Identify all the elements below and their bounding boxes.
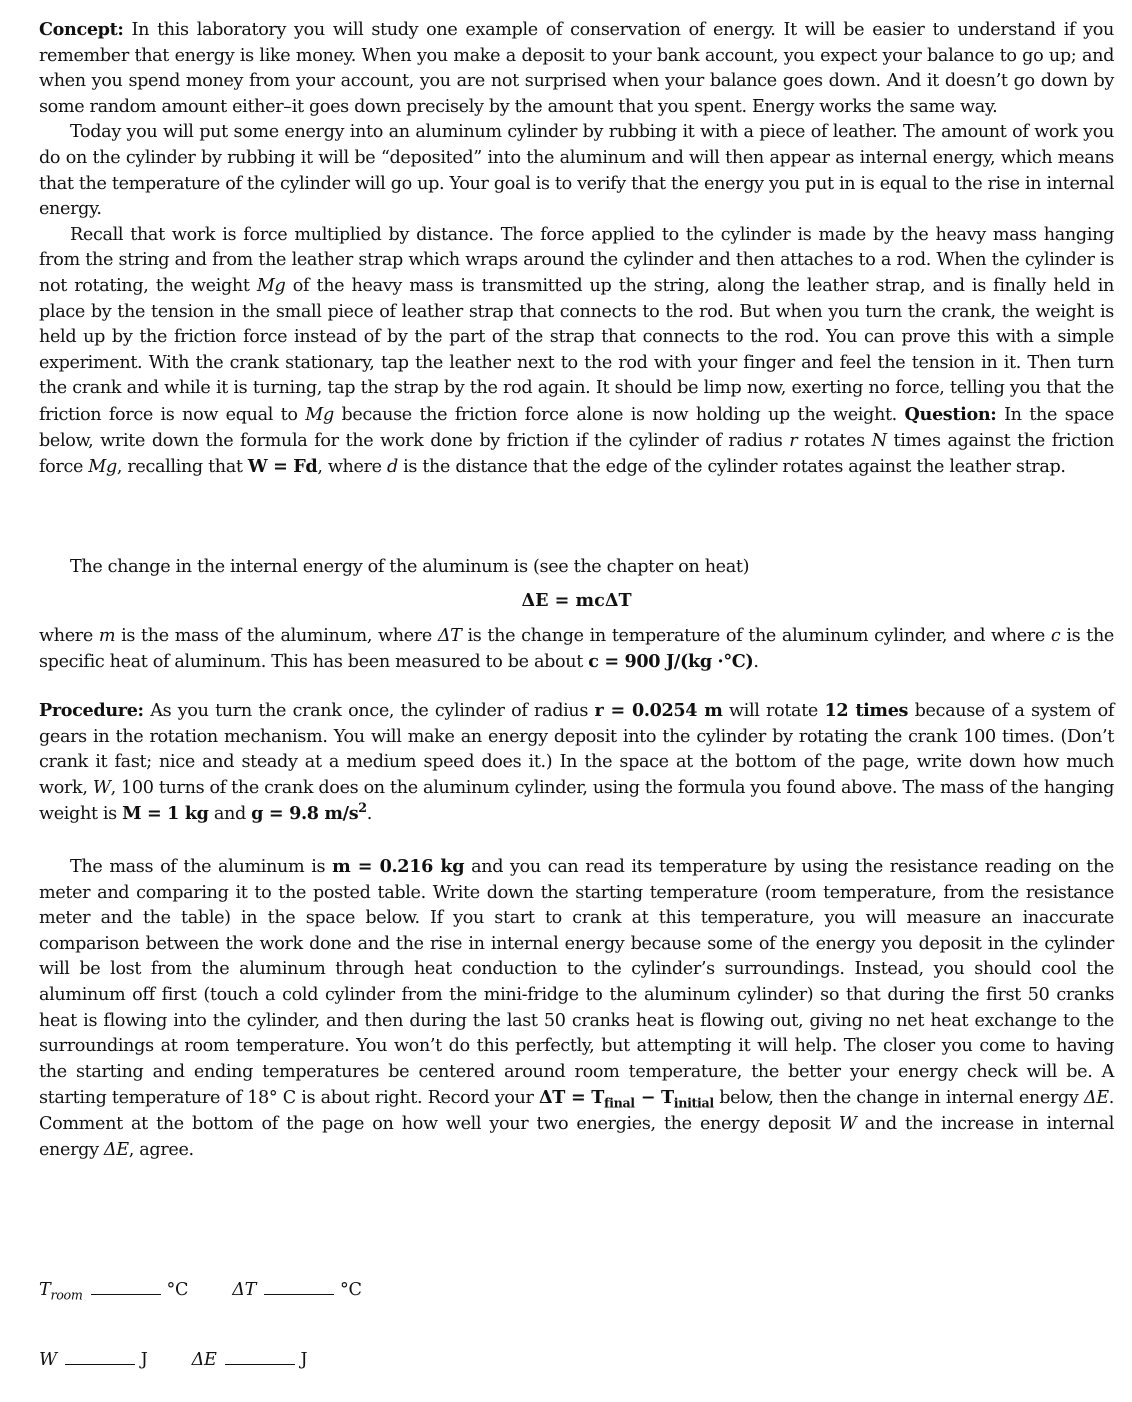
concept-text-1: In this laboratory you will study one example of conservation of energy. It will be easier to understand if you remember that energy is like money. When you make a deposit to your bank account, you expect your balance to go up; and when you spend money from your account, you are not surprised when your balance goes down. And it doesn’t go down by some random amount either–it goes down precisely by the amount that you spent. Energy works the same way.	[39, 20, 1114, 117]
aluminum-mass-paragraph	[39, 854, 1114, 1163]
text-span: . Comment at the bottom of the page on how well your two energies, the energy deposit	[39, 1088, 1115, 1134]
math-W: W	[39, 1350, 57, 1370]
text-span: , where	[317, 457, 387, 478]
internal-energy-intro: The change in the internal energy of the aluminum is (see the chapter on heat)	[70, 556, 750, 577]
math-Mg: Mg	[256, 275, 286, 296]
delta-t-field[interactable]	[232, 1280, 362, 1300]
math-d: d	[386, 457, 398, 478]
concept-paragraph-1	[39, 17, 1114, 120]
math-r: r	[789, 430, 798, 451]
math-N: N	[871, 430, 887, 451]
rotation-count: 12 times	[824, 700, 909, 722]
delta-t-formula	[538, 1087, 714, 1111]
gravity-exponent: 2	[358, 800, 367, 816]
text-span: where	[39, 625, 99, 646]
delta-e-blank[interactable]	[225, 1363, 295, 1365]
radius-value: r = 0.0254 m	[594, 700, 723, 722]
unit-celsius: °C	[340, 1280, 362, 1300]
math-Mg: Mg	[88, 457, 117, 478]
text-span: and	[208, 804, 252, 825]
procedure-heading: Procedure:	[39, 700, 144, 722]
text-span: because of a system of gears in the rotation mechanism. You will make an energy deposit into the cylinder by rotating the crank 100 times. (Don’t crank it fast; nice and steady at a medium speed does it.) In the space at the bottom of the page, write down how much work,	[39, 701, 1114, 798]
text-span: will rotate	[722, 701, 825, 722]
delta-t-blank[interactable]	[264, 1293, 334, 1295]
text-span: is the change in temperature of the aluminum cylinder, and where	[461, 625, 1051, 646]
math-W: W	[92, 777, 111, 798]
room-temperature-blank[interactable]	[91, 1293, 161, 1295]
unit-joule: J	[300, 1350, 308, 1370]
math-m: m	[98, 625, 116, 646]
room-temperature-field[interactable]	[39, 1280, 189, 1303]
gravity-value	[251, 800, 367, 825]
text-span: , recalling that	[116, 457, 248, 478]
math-delta-e: ΔE	[191, 1350, 217, 1370]
specific-heat-value: c = 900 J/(kg ·°C)	[588, 651, 754, 673]
subscript-final: final	[604, 1095, 635, 1111]
text-span: and you can read its temperature by using the resistance reading on the meter and comparing it to the posted table. Write down the starting temperature (room temperature, from the resistance meter and the table) in the space below. If you start to crank at this temperature, you will measure an inaccurate comparison between the work done and the rise in internal energy because some of the energy you deposit in the cylinder will be lost from the aluminum through heat conduction to the cylinder’s surroundings. Instead, you should cool the aluminum off first (touch a cold cylinder from the mini-fridge to the aluminum cylinder) so that during the first 50 cranks heat is flowing into the cylinder, and then during the last 50 cranks heat is flowing out, giving no net heat exchange to the surroundings at room temperature. You won’t do this perfectly, but attempting it will help. The closer you come to having the starting and ending temperatures be centered around room temperature, the better your energy check will be. A starting temperature of 18° C is about right. Record your	[39, 857, 1114, 1109]
unit-celsius: °C	[166, 1280, 189, 1300]
text-span: and the increase in internal energy	[39, 1113, 1114, 1160]
text-span: .	[753, 652, 759, 673]
text-span: is the specific heat of aluminum. This has been measured to be about	[39, 625, 1114, 673]
work-blank[interactable]	[65, 1363, 135, 1365]
text-span: As you turn the crank once, the cylinder of radius	[143, 701, 595, 722]
math-delta-t: ΔT	[437, 625, 462, 646]
question-heading: Question:	[904, 403, 997, 425]
text-span: is the mass of the aluminum, where	[115, 625, 438, 646]
text-span: because the friction force alone is now holding up the weight.	[333, 404, 905, 425]
text-span: is the distance that the edge of the cylinder rotates against the leather strap.	[397, 457, 1066, 478]
math-c: c	[1050, 625, 1061, 646]
text-span: rotates	[797, 430, 872, 451]
text-span: of the heavy mass is transmitted up the string, along the leather strap, and is finally held in place by the tension in the small piece of leather strap that connects to the rod. But when you turn the crank, the weight is held up by the friction force instead of by the part of the strap that connects to the rod. You can prove this with a simple experiment. With the crank stationary, tap the leather next to the rod with your finger and feel the tension in it. Then turn the crank and while it is turning, tap the strap by the rod again. It should be limp now, exerting no force, telling you that the friction force is now equal to	[39, 275, 1114, 425]
text-span: , 100 turns of the crank does on the aluminum cylinder, using the formula you found above. The mass of the hanging weight is	[39, 777, 1114, 825]
energy-answer-row	[39, 1350, 351, 1370]
math-delta-e: ΔE	[103, 1139, 129, 1160]
text-span: times against the friction force	[39, 430, 1114, 478]
text-span: The mass of the aluminum is	[70, 857, 333, 878]
subscript-initial: initial	[673, 1095, 714, 1111]
text-span: below, then the change in internal energy	[713, 1088, 1084, 1109]
unit-joule: J	[140, 1350, 148, 1370]
math-T: T	[39, 1280, 51, 1300]
subscript-room: room	[50, 1287, 83, 1303]
formula-part: ΔT = T	[538, 1087, 605, 1109]
internal-energy-equation: ΔE = mcΔT	[521, 590, 632, 612]
text-span: , agree.	[128, 1139, 194, 1160]
text-span: Recall that work is force multiplied by distance. The force applied to the cylinder is made by the heavy mass hanging from the string and from the leather strap which wraps around the cylinder and then attaches to a rod. When the cylinder is not rotating, the weight	[39, 224, 1114, 296]
text-span: In the space below, write down the formula for the work done by friction if the cylinder of radius	[39, 404, 1114, 451]
work-formula: W = Fd	[247, 456, 318, 478]
mass-value: M = 1 kg	[122, 803, 209, 825]
math-Mg: Mg	[305, 404, 334, 425]
work-field[interactable]	[39, 1350, 148, 1370]
math-W: W	[838, 1113, 857, 1134]
delta-e-field[interactable]	[192, 1350, 308, 1370]
concept-paragraph-3	[39, 223, 1114, 481]
formula-part: − T	[634, 1087, 674, 1109]
text-span: .	[366, 804, 373, 825]
procedure-paragraph	[39, 698, 1114, 828]
math-delta-t: ΔT	[232, 1280, 257, 1300]
concept-heading: Concept:	[39, 19, 124, 40]
gravity-base: g = 9.8 m/s	[251, 803, 359, 825]
math-delta-e: ΔE	[1083, 1088, 1109, 1109]
concept-paragraph-2: Today you will put some energy into an aluminum cylinder by rubbing it with a piece of leather. The amount of work you do on the cylinder by rubbing it will be “deposited” into the aluminum and will then appear as internal energy, which means that the temperature of the cylinder will go up. Your goal is to verify that the energy you put in is equal to the rise in internal energy.	[39, 122, 1114, 220]
document-body	[39, 17, 1114, 1163]
temperature-answer-row	[39, 1280, 406, 1303]
aluminum-mass-value: m = 0.216 kg	[332, 856, 465, 878]
internal-energy-explanation	[39, 624, 1114, 676]
